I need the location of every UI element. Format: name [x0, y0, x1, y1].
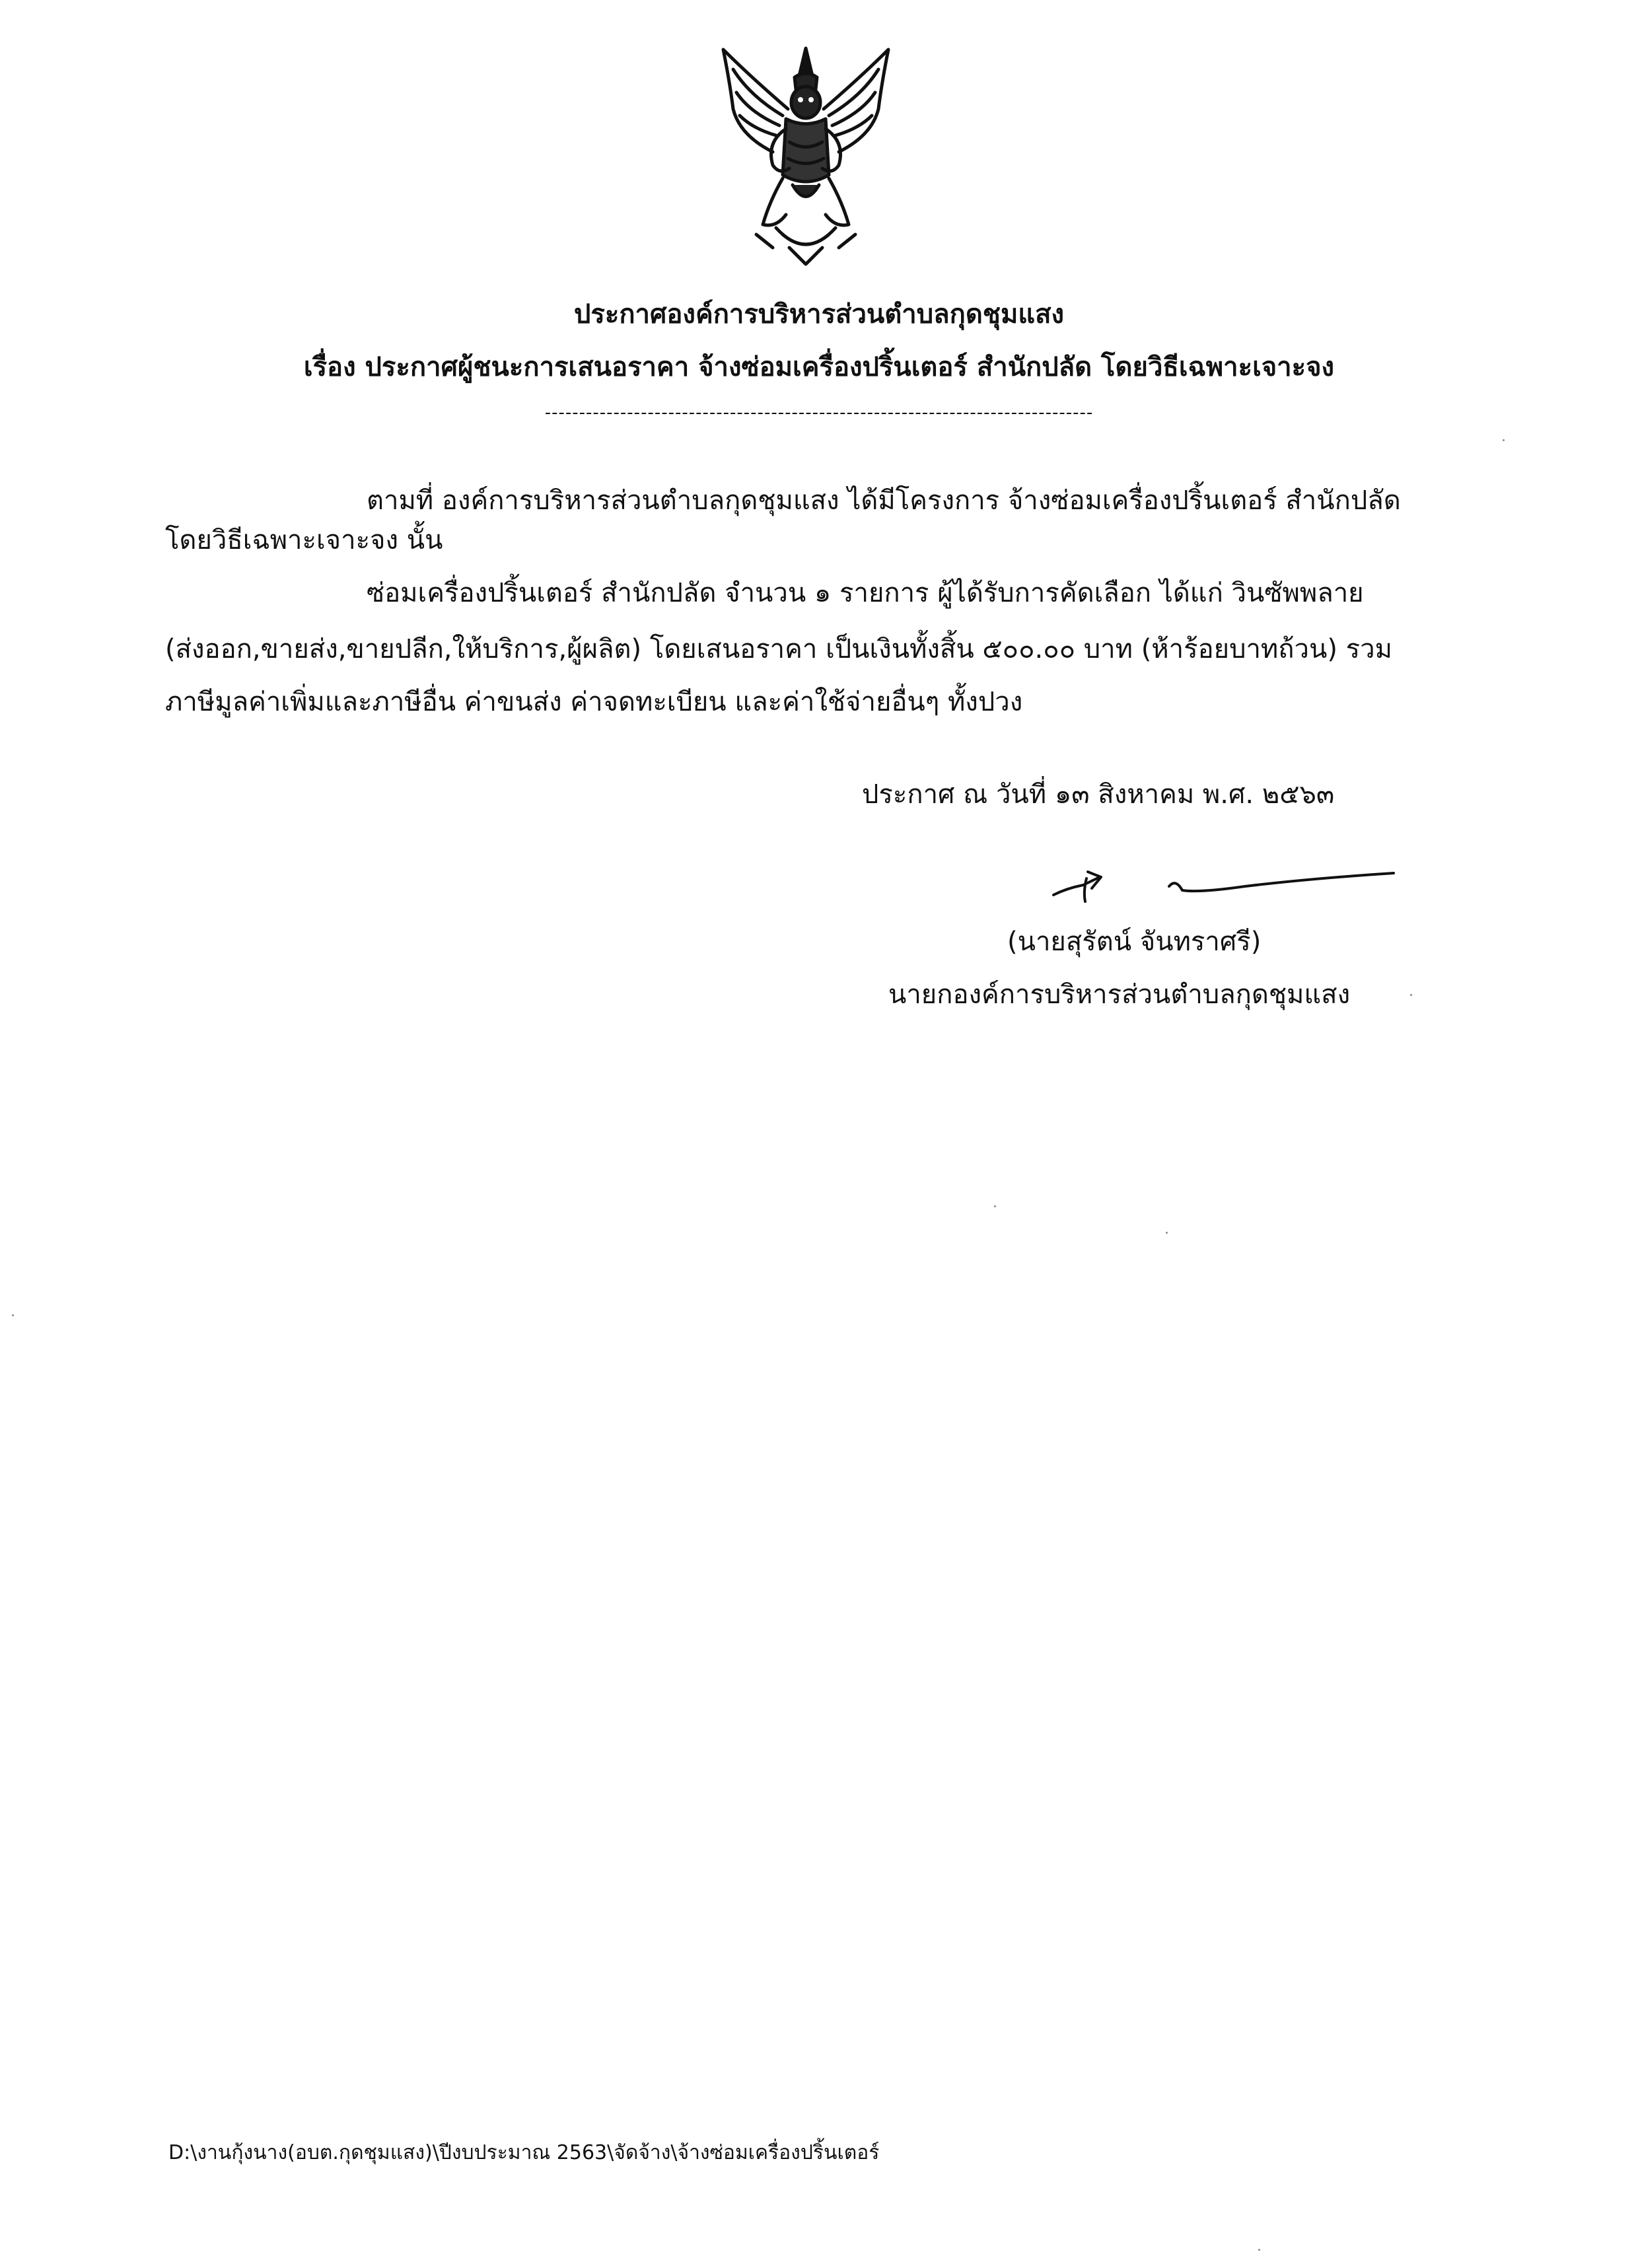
signer-position: นายกองค์การบริหารส่วนตำบลกุดชุมแสง	[888, 979, 1351, 1010]
scan-speck	[1166, 1232, 1168, 1234]
file-path-footer: D:\งานกุ้งนาง(อบต.กุดชุมแสง)\ปีงบประมาณ 2563\จัดจ้าง\จ้างซ่อมเครื่องปริ้นเตอร์	[168, 2141, 880, 2164]
announcement-date: ประกาศ ณ วันที่ ๑๓ สิงหาคม พ.ศ. ๒๕๖๓	[862, 779, 1335, 810]
garuda-emblem-icon	[710, 36, 902, 274]
announcement-title: ประกาศองค์การบริหารส่วนตำบลกุดชุมแสง	[573, 299, 1065, 330]
scan-speck	[1410, 994, 1412, 996]
announcement-subject: เรื่อง ประกาศผู้ชนะการเสนอราคา จ้างซ่อมเครื่องปริ้นเตอร์ สำนักปลัด โดยวิธีเฉพาะเจาะจง	[303, 352, 1335, 382]
scan-speck	[1503, 439, 1505, 441]
title-divider: --------------------------------------------------------------------------------	[544, 403, 1094, 423]
paragraph-2-line-1: ซ่อมเครื่องปริ้นเตอร์ สำนักปลัด จำนวน ๑ รายการ ผู้ได้รับการคัดเลือก ได้แก่ วินซัพพลาย	[367, 578, 1364, 608]
paragraph-2-line-2: (ส่งออก,ขายส่ง,ขายปลีก,ให้บริการ,ผู้ผลิต) โดยเสนอราคา เป็นเงินทั้งสิ้น ๕๐๐.๐๐ บาท (ห้าร้อยบาทถ้วน) รวม	[165, 634, 1392, 664]
signer-name: (นายสุรัตน์ จันทราศรี)	[1007, 927, 1262, 957]
scan-speck	[1258, 2249, 1260, 2251]
handwritten-signature	[1047, 859, 1404, 911]
paragraph-2-line-3: ภาษีมูลค่าเพิ่มและภาษีอื่น ค่าขนส่ง ค่าจดทะเบียน และค่าใช้จ่ายอื่นๆ ทั้งปวง	[165, 687, 1023, 717]
paragraph-1-line-2: โดยวิธีเฉพาะเจาะจง นั้น	[165, 525, 443, 555]
scan-speck	[12, 1314, 14, 1316]
paragraph-1-line-1: ตามที่ องค์การบริหารส่วนตำบลกุดชุมแสง ได้มีโครงการ จ้างซ่อมเครื่องปริ้นเตอร์ สำนักปลัด	[367, 485, 1401, 516]
scan-speck	[994, 1205, 996, 1207]
